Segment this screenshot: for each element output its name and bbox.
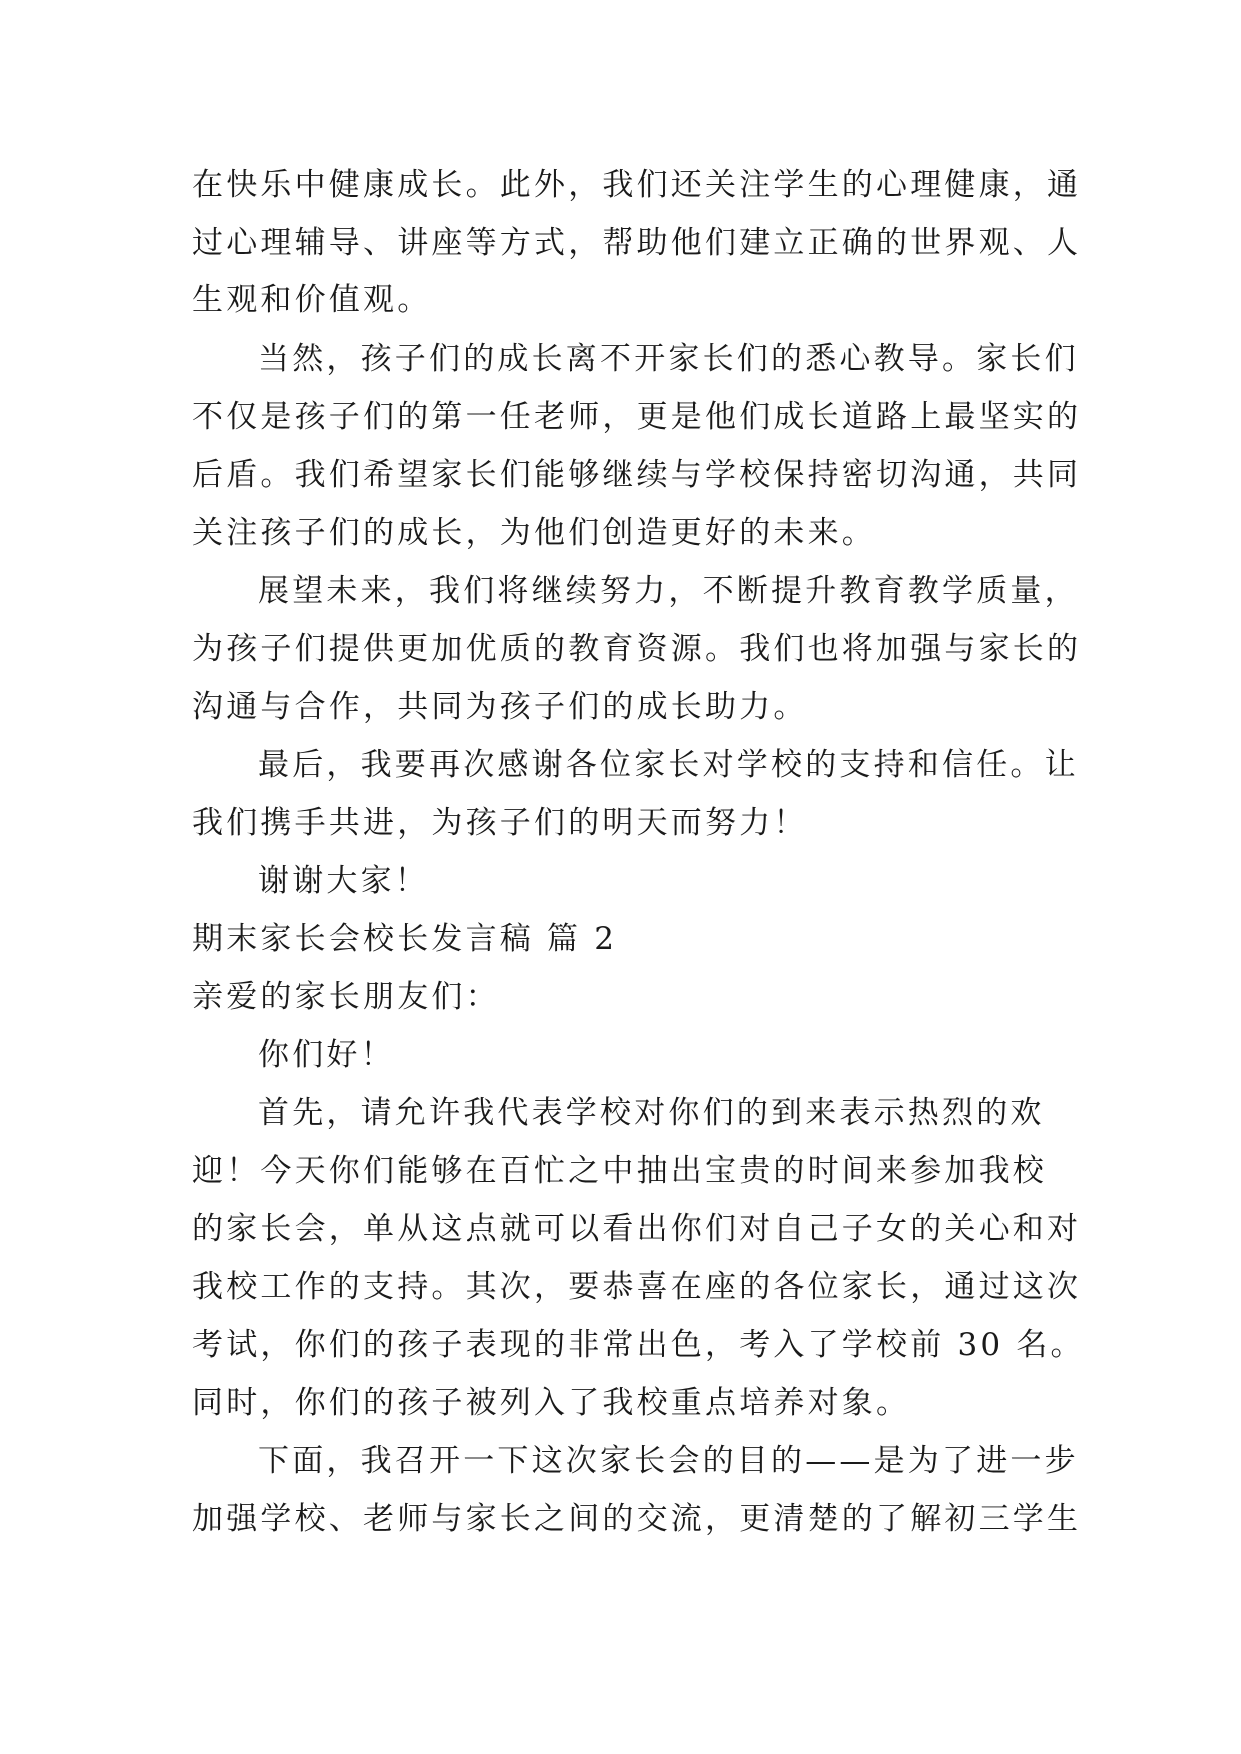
paragraph-6-line-1: 首先，请允许我代表学校对你们的到来表示热烈的欢 [258, 1095, 1045, 1131]
paragraph-3-line-1: 展望未来，我们将继续努力，不断提升教育教学质量， [258, 573, 1079, 609]
paragraph-5-line-1: 谢谢大家！ [258, 863, 429, 899]
paragraph-6-line-2: 迎！今天你们能够在百忙之中抽出宝贵的时间来参加我校 [192, 1153, 1047, 1189]
paragraph-6-line-3: 的家长会，单从这点就可以看出你们对自己子女的关心和对 [192, 1211, 1082, 1247]
paragraph-7-line-2: 加强学校、老师与家长之间的交流，更清楚的了解初三学生 [192, 1501, 1082, 1537]
paragraph-6-line-5: 考试，你们的孩子表现的非常出色，考入了学校前 30 名。 [192, 1327, 1085, 1363]
paragraph-1-line-1: 在快乐中健康成长。此外，我们还关注学生的心理健康，通 [192, 167, 1082, 203]
greeting: 你们好！ [258, 1037, 395, 1073]
paragraph-6-line-6: 同时，你们的孩子被列入了我校重点培养对象。 [192, 1385, 911, 1421]
paragraph-4-line-2: 我们携手共进，为孩子们的明天而努力！ [192, 805, 808, 841]
paragraph-2-line-2: 不仅是孩子们的第一任老师，更是他们成长道路上最坚实的 [192, 399, 1082, 435]
paragraph-2-line-4: 关注孩子们的成长，为他们创造更好的未来。 [192, 515, 876, 551]
paragraph-2-line-1: 当然，孩子们的成长离不开家长们的悉心教导。家长们 [258, 341, 1079, 377]
paragraph-1-line-2: 过心理辅导、讲座等方式，帮助他们建立正确的世界观、人 [192, 225, 1082, 261]
paragraph-3-line-2: 为孩子们提供更加优质的教育资源。我们也将加强与家长的 [192, 631, 1082, 667]
salutation: 亲爱的家长朋友们： [192, 979, 500, 1015]
paragraph-7-line-1: 下面，我召开一下这次家长会的目的——是为了进一步 [258, 1443, 1079, 1479]
paragraph-6-line-4: 我校工作的支持。其次，要恭喜在座的各位家长，通过这次 [192, 1269, 1082, 1305]
paragraph-3-line-3: 沟通与合作，共同为孩子们的成长助力。 [192, 689, 808, 725]
paragraph-2-line-3: 后盾。我们希望家长们能够继续与学校保持密切沟通，共同 [192, 457, 1082, 493]
paragraph-1-line-3: 生观和价值观。 [192, 282, 432, 318]
paragraph-4-line-1: 最后，我要再次感谢各位家长对学校的支持和信任。让 [258, 747, 1079, 783]
section-heading: 期末家长会校长发言稿 篇 2 [192, 921, 618, 957]
